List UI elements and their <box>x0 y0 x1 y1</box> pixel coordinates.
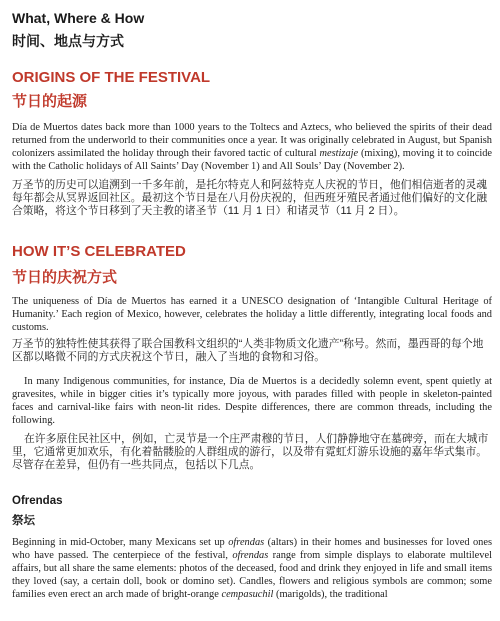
origins-heading-en: ORIGINS OF THE FESTIVAL <box>12 69 211 86</box>
celebrated-paragraph-2-zh: 在许多原住民社区中，例如，亡灵节是一个庄严肃穆的节日，人们静静地守在墓碑旁，而在大城市里，它通常更加欢乐，有化着骷髅脸的人群组成的游行，以及带有霓虹灯游乐设施的嘉年华式集市。尽管存在差异，但仍有一些共同点，包括以下几点。 <box>12 433 489 472</box>
celebrated-paragraph-1-en: The uniqueness of Día de Muertos has earned it a UNESCO designation of ‘Intangible Cultural Heritage of Humanity.’ Each region of Mexico, however, celebrates the holiday a little differently, integrating local foods and customs. <box>12 296 492 333</box>
origins-paragraph-en: Día de Muertos dates back more than 1000 years to the Toltecs and Aztecs, who believed the spirits of their dead returned from the underworld to their communities once a year. It was originally celebrated in August, but Spanish colonizers assimilated the holiday through their favored tactic of cultural mestizaje (mixing), moving it to coincide with the Catholic holidays of All Saints’ Day (November 1) and All Souls’ Day (November 2). <box>12 122 493 172</box>
celebrated-paragraph-2-en: In many Indigenous communities, for instance, Día de Muertos is a decidedly solemn event, spent quietly at gravesites, while in bigger cities it’s typically more joyous, with parades filled with people in skeleton-painted faces and carnival-like fairs with neon-lit rides. Despite differences, there are common threads, including the following. <box>12 376 492 426</box>
page-title-zh: 时间、地点与方式 <box>12 33 124 49</box>
page-title-en: What, Where & How <box>12 10 145 26</box>
term-ofrendas-2: ofrendas <box>232 549 269 561</box>
origins-heading-zh: 节日的起源 <box>12 93 88 110</box>
celebrated-heading-zh: 节日的庆祝方式 <box>12 269 118 286</box>
celebrated-heading-en: HOW IT’S CELEBRATED <box>12 243 186 260</box>
ofrendas-heading-en: Ofrendas <box>12 495 63 507</box>
ofrendas-heading-zh: 祭坛 <box>12 515 35 527</box>
term-mestizaje: mestizaje <box>319 147 359 159</box>
ofrendas-paragraph-en: Beginning in mid-October, many Mexicans set up ofrendas (altars) in their homes and businesses for loved ones who have passed. The centerpiece of the festival, ofrendas range from simple displays to elaborate multilevel affairs, but all share the same elements: photos of the deceased, food and drink they enjoyed in life and small items they loved (say, a certain doll, book or domino set). Candles, flowers and religious symbols are common; some families even erect an arch made of bright-orange cempasuchil (marigolds), the traditional <box>12 537 493 600</box>
term-ofrendas: ofrendas <box>228 537 265 548</box>
origins-paragraph-zh: 万圣节的历史可以追溯到一千多年前，是托尔特克人和阿兹特克人庆祝的节日，他们相信逝者的灵魂每年都会从冥界返回社区。最初这个节日是在八月份庆祝的，但西班牙殖民者通过他们偏好的文化融合策略，将这个节日移到了天主教的诸圣节（11 月 1 日）和诸灵节（11 月 2 日）。 <box>12 179 488 218</box>
celebrated-paragraph-1-zh: 万圣节的独特性使其获得了联合国教科文组织的“人类非物质文化遗产”称号。然而，墨西哥的每个地区都以略微不同的方式庆祝这个节日，融入了当地的食物和习俗。 <box>12 338 484 364</box>
term-cempasuchil: cempasuchil <box>221 588 274 600</box>
